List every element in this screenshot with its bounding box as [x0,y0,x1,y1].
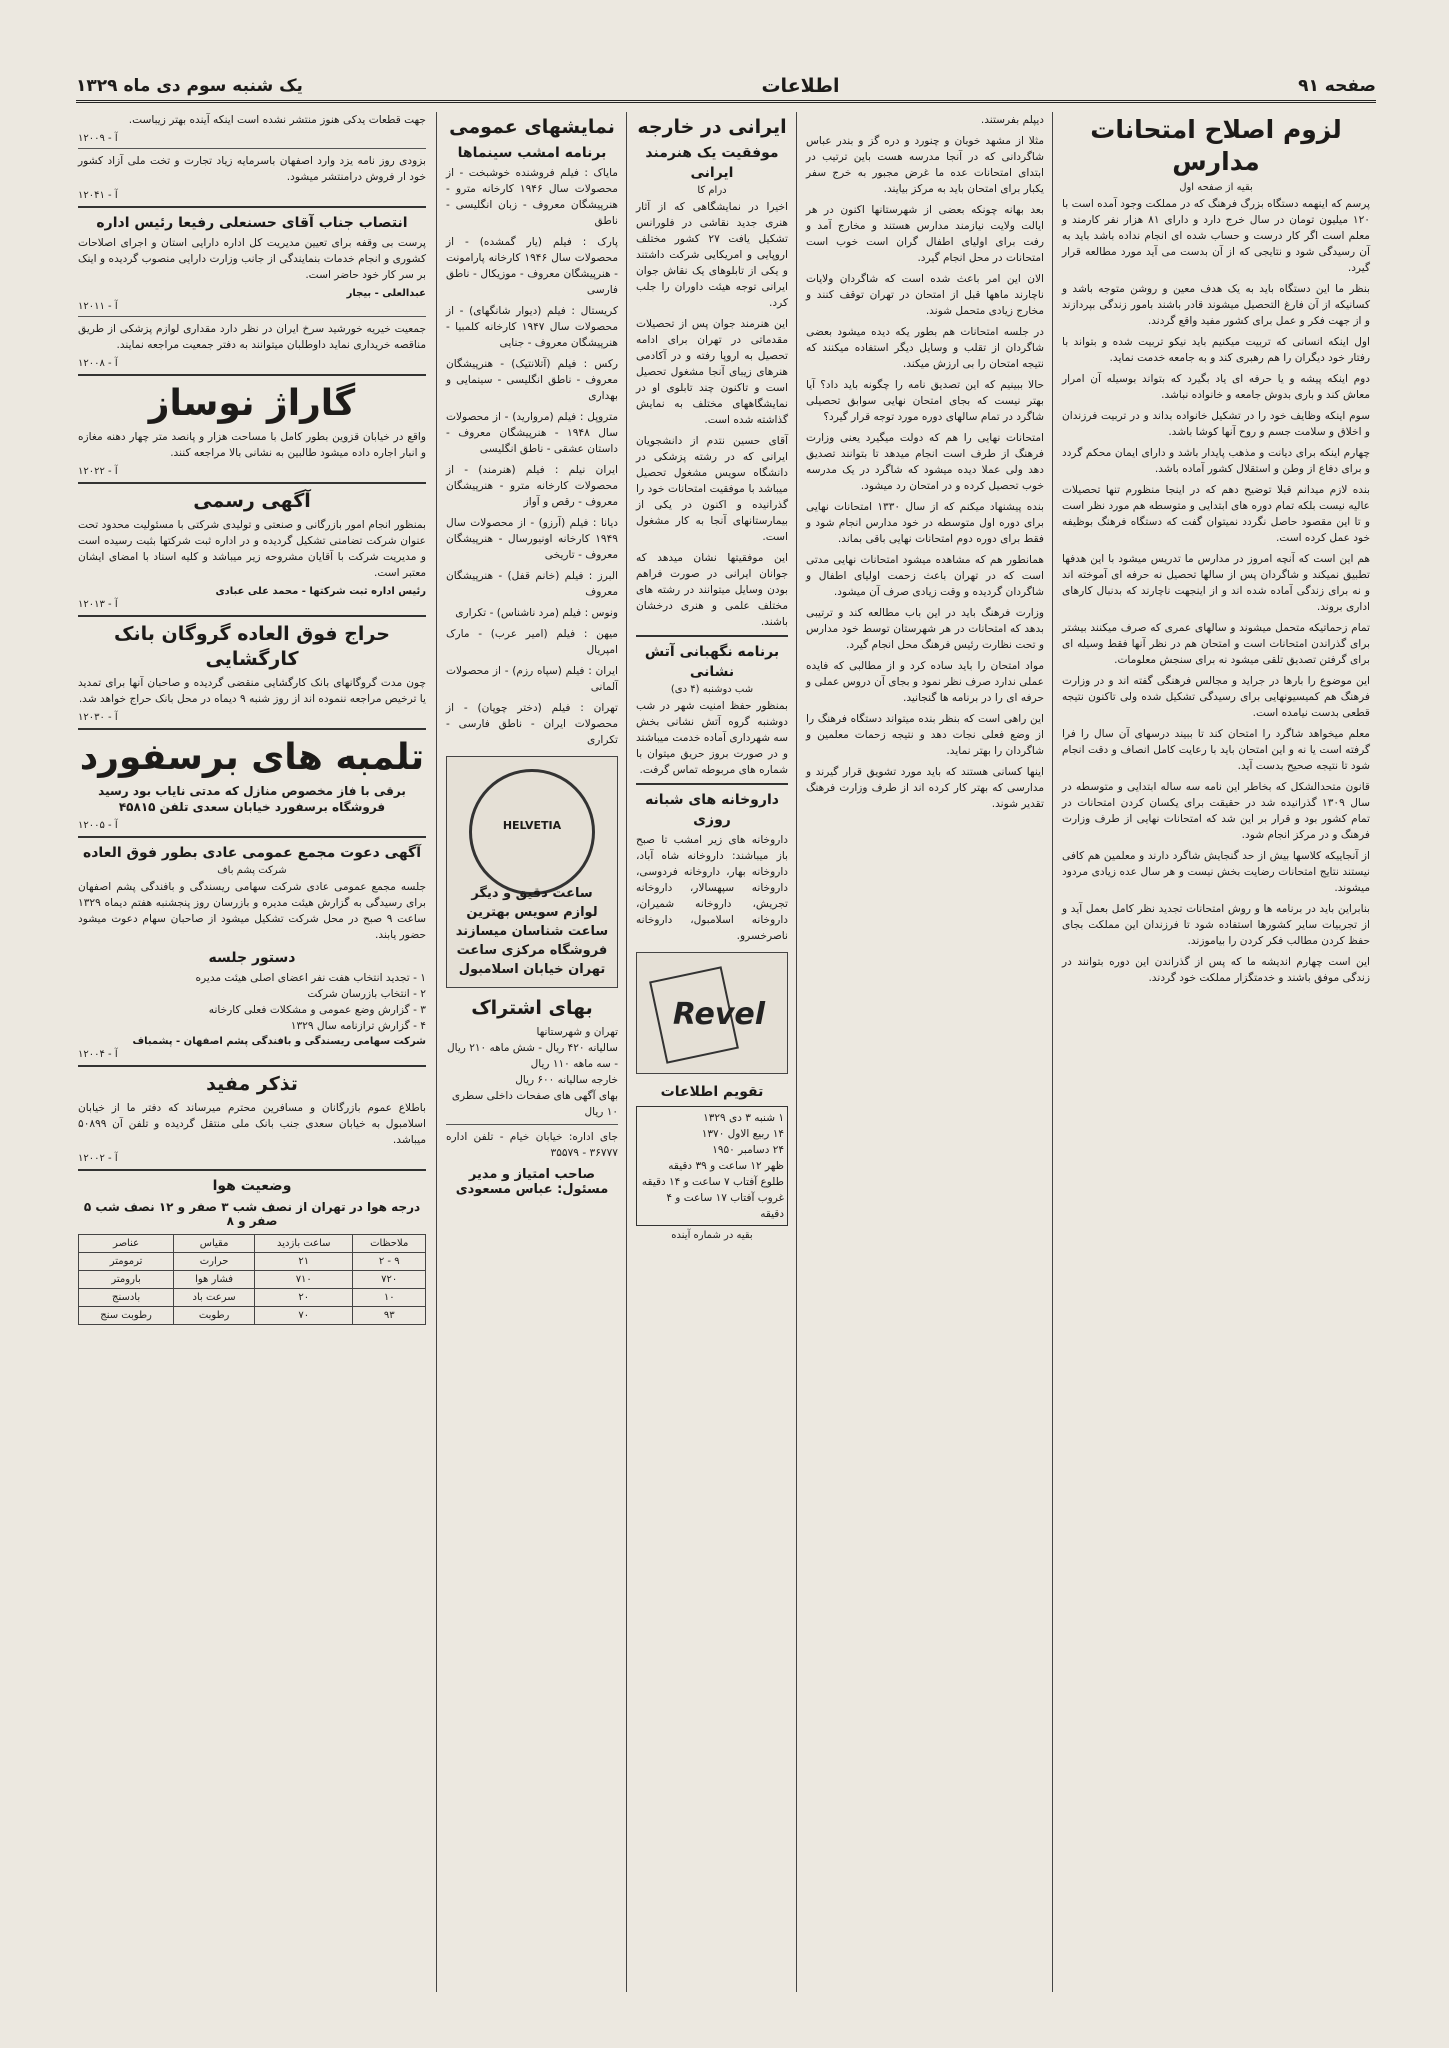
column-education-continued [800,112,1050,1992]
paragraph: وزارت فرهنگ باید در این باب مطالعه کند و ترتیبی بدهد که امتحانات در هر شهرستان توسط خود مدارس و تحت نظارت رئیس فرهنگ محل انجام گیرد. [806,607,1044,651]
firefighter-sub: شب دوشنبه (۴ دی) [670,684,754,695]
issue-date: یک شنبه سوم دی ماه ۱۳۲۹ [76,76,303,96]
paragraph: این موضوع را بارها در جراید و مجالس فرهنگی گفته اند و در وزارت فرهنگ هم کمیسیونهایی برای رسیدگی تشکیل شده ولی تاکنون نتیجه قطعی بدست نیامده است. [1062,675,1370,719]
paragraph: دیپلم بفرستند. [980,114,1044,126]
pharmacy-text: داروخانه های زیر امشب تا صبح باز میباشند: داروخانه شاه آباد، داروخانه بهار، داروخانه فردوسی، داروخانه سپهسالار، داروخانه تجریش، داروخانه شمیران، داروخانه اسلامبول، داروخانه ناصرخسرو. [636,834,788,942]
reminder-text: باطلاع عموم بازرگانان و مسافرین محترم میرساند که دفتر ما از خیابان اسلامبول به خیابان سعدی جنب بانک ملی منتقل گردیده و تلفن آن ۵۰۸۹۹ میباشد. [78,1102,426,1146]
cinema-item: ایران نیلم : فیلم (هنرمند) - از محصولات کارخانه مترو - هنرپیشگان معروف - رقص و آواز [446,464,618,508]
paragraph: قانون متحدالشکل که بخاطر این نامه سه ساله ابتدایی و متوسطه در سال ۱۳۰۹ گذرانیده شد در حقیقت برای یکسان کردن امتحانات در تمام کشور بود و قرار بر این شد که امتحانات نهایی از طرف وزارت فرهنگ و در مرکز انجام شود. [1062,781,1370,841]
table-cell: ۱۰ [353,1289,426,1307]
section-divider [78,374,426,376]
paragraph: این راهی است که بنظر بنده میتواند دستگاه فرهنگ را از وضع فعلی نجات دهد و نتیجه زحمات معلمین و شاگردان را بهتر نماید. [806,713,1044,757]
table-cell: ۷۱۰ [255,1271,353,1289]
table-header: ساعت بازدید [255,1235,353,1253]
table-cell: ۷۰ [255,1307,353,1325]
watch-advertisement [446,756,618,988]
newspaper-name: اطلاعات [761,75,840,97]
subscription-line: بهای آگهی های صفحات داخلی سطری ۱۰ ریال [451,1090,618,1118]
column-divider [626,112,627,1992]
notice-title: انتصاب جناب آقای حسنعلی رفیعا رئیس اداره [96,215,408,231]
cinema-item: البرز : فیلم (خانم قفل) - هنرپیشگان معروف [446,570,618,598]
weather-line: درجه هوا در تهران از نصف شب ۳ صفر و ۱۲ نصف شب ۵ صفر و ۸ [83,1200,421,1228]
calendar-line: ۲۴ دسامبر ۱۹۵۰ [712,1144,784,1156]
cinema-item: رکس : فیلم (آتلانتیک) - هنرپیشگان معروف - ناطق انگلیسی - سینمایی و بهداری [446,358,618,402]
article-subtitle: موفقیت یک هنرمند ایرانی [645,145,779,181]
table-cell: فشار هوا [174,1271,255,1289]
agenda-item: ۴ - گزارش ترازنامه سال ۱۳۲۹ [290,1020,426,1032]
garage-ad-text: واقع در خیابان قزوین بطور کامل با مساحت هزار و پانصد متر چهار دهنه مغازه و انبار اجاره داده میشود طالبین به نشانی بالا مراجعه کنند. [78,431,426,459]
paragraph: بعد بهانه چونکه بعضی از شهرستانها اکنون در هر ایالت ولایت نیازمند مدارس هستند و مخارج آمد و رفت برای اولیای اطفال گران است خوب است امتحانات در محل انجام گیرد. [806,204,1044,264]
table-cell: ۷۲۰ [353,1271,426,1289]
paragraph: این است چهارم اندیشه ما که پس از گذراندن این دوره بتوانند در زندگی موفق باشند و خدمتگزار مملکت خود گردند. [1062,956,1370,984]
table-cell: رطوبت سنج [79,1307,174,1325]
notice-sign: عبدالعلی - بیجار [346,288,426,299]
column-divider [796,112,797,1992]
paragraph: حالا ببینیم که این تصدیق نامه را چگونه باید داد؟ آیا بهتر نیست که بجای امتحان نهایی سوابق تحصیلی شاگرد در تمام سالهای دوره مورد توجه قرار گیرد؟ [806,379,1044,423]
official-notice-title: آگهی رسمی [193,490,311,512]
table-cell: ۹ - ۲ [353,1253,426,1271]
paragraph: الان این امر باعث شده است که شاگردان ولایات ناچارند ماهها قبل از امتحان در تهران توقف کنند و مخارج زیادی متحمل شوند. [806,273,1044,317]
table-row [79,1289,426,1307]
ad-line: بزودی روز نامه یزد وارد اصفهان باسرمایه زیاد تجارت و تخت ملی آزاد کشور خود ار فروش درامنتشر میشود. [78,155,426,183]
paragraph: این موفقیتها نشان میدهد که جوانان ایرانی در صورت فراهم بودن وسایل میتوانند در رشته های مختلف علمی و هنری درخشان باشند. [636,552,788,628]
paragraph: سوم اینکه وظایف خود را در تشکیل خانواده بداند و در تربیت فرزندان و اخلاق و سلامت جسم و روح آنها کوشا باشد. [1062,410,1370,438]
ad-code: آ - ۱۲۰۲۲ [78,466,118,477]
weather-table [78,1234,426,1325]
paragraph: مثلا از مشهد خوبان و چنورد و دره گز و بندر عباس شاگردانی که در آنجا مدرسه هست باین ترتیب در ابتدای امتحانات عده ما غرض مجبور به خرج سفر یکبار برای امتحان باید به مرکز بیایند. [806,135,1044,195]
section-divider [78,836,426,838]
paragraph: بنده پیشنهاد میکنم که از سال ۱۳۳۰ امتحانات نهایی برای دوره اول متوسطه در خود مدارس انجام شود و فقط برای دوره دوم امتحانات نهایی باقی بماند. [806,501,1044,545]
paragraph: مواد امتحان را باید ساده کرد و از مطالبی که فایده عملی ندارد صرف نظر نمود و بجای آن دروس عملی و حرفه ای را در برنامه ها گنجانید. [806,660,1044,704]
ad-code: آ - ۱۲۰۱۳ [78,599,118,610]
cinema-item: دیانا : فیلم (آرزو) - از محصولات سال ۱۹۴۹ کارخانه اونیورسال - هنرپیشگان معروف - تاریخی [446,517,618,561]
paragraph: بنظر ما این دستگاه باید به یک هدف معین و روشن متوجه باشد و کسانیکه از آن فارغ التحصیل میشوند قادر باشند بامور زندگی بپردازند و از جهت فکر و عمل برای کشور مفید واقع گردند. [1062,283,1370,327]
paragraph: بنابراین باید در برنامه ها و روش امتحانات تجدید نظر کامل بعمل آید و از تجربیات سایر کشورها استفاده شود تا فرزندان این مملکت بجای حفظ کردن مطالب فکر کردن را بیاموزند. [1062,903,1370,947]
section-subtitle: برنامه امشب سینماها [457,145,607,161]
table-row [79,1307,426,1325]
section-title: نمایشهای عمومی [449,116,615,138]
table-row [79,1235,426,1253]
table-row [79,1253,426,1271]
column-education [1056,112,1376,1992]
pumps-ad-text: برقی با فاز مخصوص منازل که مدتی نایاب بود رسید فروشگاه برسفورد خیابان سعدی تلفن ۴۵۸۱۵ [98,784,406,814]
ad-code: آ - ۱۲۰۰۹ [78,133,118,144]
ad-code: آ - ۱۲۰۴۱ [78,190,118,201]
publisher-signature: صاحب امتیاز و مدیر مسئول: عباس مسعودی [455,1167,609,1197]
auction-title: حراج فوق العاده گروگان بانک کارگشایی [114,623,390,670]
agenda-item: ۲ - انتخاب بازرسان شرکت [307,988,426,1000]
meeting-title: آگهی دعوت مجمع عمومی عادی بطور فوق العاده [82,845,422,861]
calendar-line: ظهر ۱۲ ساعت و ۳۹ دقیقه [668,1160,784,1172]
section-divider [78,1065,426,1067]
ad-code: آ - ۱۲۰۱۱ [78,301,118,312]
ad-code: آ - ۱۲۰۳۰ [78,712,118,723]
paragraph: چهارم اینکه برای دیانت و مذهب پایدار باشد و دارای ایمان محکم گردد و برای دفاع از وطن و استقلال کشور آماده باشد. [1062,447,1370,475]
paragraph: امتحانات نهایی را هم که دولت میگیرد یعنی وزارت فرهنگ از طرف است انجام میدهد تا بتوانند تصدیق دهد ولی عملا دیده میشود که شاگرد در یک مدرسه خوب تحصیل کرده و در امتحان رد میشود. [806,432,1044,492]
reminder-title: تذکر مفید [206,1073,298,1095]
weather-title: وضعیت هوا [212,1178,292,1194]
section-divider [636,635,788,637]
section-divider [446,1124,618,1125]
meeting-sign: شرکت سهامی ریسندگی و بافندگی پشم اصفهان - پشمباف [132,1036,426,1047]
cinema-item: تهران : فیلم (دختر چوپان) - از محصولات ایران - ناطق فارسی - تکراری [446,702,618,746]
meeting-subtitle: شرکت پشم باف [217,865,287,876]
table-row [79,1271,426,1289]
auction-text: چون مدت گروگانهای بانک کارگشایی منقضی گردیده و صاحبان آنها برای تمدید یا ترخیص مراجعه ننموده اند از روز شنبه ۹ دیماه در محل بانک حراج خواهد شد. [78,677,426,705]
cinema-item: مایاک : فیلم فروشنده خوشبخت - از محصولات سال ۱۹۴۶ کارخانه مترو - هنرپیشگان معروف - زبان انگلیسی - ناطق [446,167,618,227]
watch-brand: HELVETIA [502,819,562,832]
table-header: مقیاس [174,1235,255,1253]
column-cinemas [440,112,624,1992]
section-divider [636,783,788,785]
paragraph: از آنجاییکه کلاسها بیش از حد گنجایش شاگرد دارند و معلمین هم کافی نیستند نتایج امتحانات رضایت بخش نیست و هر سال عده زیادی مردود میشوند. [1062,850,1370,894]
paragraph: اینها کسانی هستند که باید مورد تشویق قرار گیرند و مدارسی که بهتر کار کرده اند از طرف وزارت فرهنگ تقدیر شوند. [806,766,1044,810]
calendar-line: غروب آفتاب ۱۷ ساعت و ۴ دقیقه [666,1192,784,1220]
calendar-line: ۱ شنبه ۳ دی ۱۳۲۹ [703,1112,784,1124]
agenda-title: دستور جلسه [208,950,296,966]
cinema-item: ونوس : فیلم (مرد ناشناس) - تکراری [455,607,618,619]
garage-ad-title: گاراژ نوساز [148,383,356,424]
article-subtitle-2: درام کا [697,185,727,196]
table-cell: بارومتر [79,1271,174,1289]
section-divider [78,728,426,730]
paragraph: معلم میخواهد شاگرد را امتحان کند تا ببیند درسهای آن سال را فرا گرفته است یا نه و این امتحان باید با رعایت کامل انصاف و دقت انجام شود تا نتیجه صحیح بدست آید. [1062,728,1370,772]
cinema-item: متروپل : فیلم (مروارید) - از محصولات سال ۱۹۴۸ - هنرپیشگان معروف - داستان عشقی - ناطق انگلیسی [446,411,618,455]
table-cell: رطوبت [174,1307,255,1325]
section-divider [78,1169,426,1171]
cinema-item: پارک : فیلم (یار گمشده) - از محصولات سال ۱۹۴۶ کارخانه پارامونت - هنرپیشگان معروف - موزیکال - ناطق فارسی [446,236,618,296]
subscription-line: سالیانه ۴۲۰ ریال - شش ماهه ۲۱۰ ریال - سه ماهه ۱۱۰ ریال [447,1042,618,1070]
paragraph: هم این است که آنچه امروز در مدارس ما تدریس میشود با این هدفها تطبیق نمیکند و شاگردان پس از سالها تحصیل نه حرفه ای آموخته اند و نه برای زندگی آماده شده اند و از اینجهت ناچارند که بدنبال کارهای اداری بروند. [1062,553,1370,613]
subscription-title: بهای اشتراک [471,997,593,1019]
paragraph: دوم اینکه پیشه و یا حرفه ای یاد بگیرد که بتواند بوسیله آن امرار معاش کند و باری بدوش جامعه و خانواده نباشد. [1062,373,1370,401]
pumps-ad-title: تلمبه های برسفورد [79,737,425,778]
paragraph: اخیرا در نمایشگاهی که از آثار هنری جدید نقاشی در فلورانس تشکیل یافت ۲۷ کشور مختلف اروپایی و امریکایی شرکت داشتند و یکی از تابلوهای یک نقاش جوان ایرانی توجه هیئت داوران را جلب کرد. [636,201,788,309]
watch-graphic [469,769,595,895]
table-cell: ۲۱ [255,1253,353,1271]
revel-logo: Revel [672,997,765,1032]
paragraph: پرسم که اینهمه دستگاه بزرگ فرهنگ که در مملکت وجود آمده است با ۱۲۰ میلیون تومان در سال خرج دارد و دارای ۸۱ هزار نفر کارمند و معلم است اگر کار درست و حساب شده ای انجام نداده باشد باید به آن رسیدگی شود و نتایجی که از آن بدست می آید مورد مطالعه قرار گیرد. [1062,198,1370,274]
paragraph: تمام زحماتیکه متحمل میشوند و سالهای عمری که صرف میکنند بیشتر برای گذراندن امتحانات است و امتحان هم در نظر آنها فقط وسیله ای برای گرفتن تصدیق تلقی میشود نه برای سنجش معلومات. [1062,622,1370,666]
agenda-item: ۱ - تجدید انتخاب هفت نفر اعضای اصلی هیئت مدیره [195,972,426,984]
paragraph: در جلسه امتحانات هم بطور یکه دیده میشود بعضی شاگردان از تقلب و وسایل دیگر استفاده میکنند که نتیجه امتحان را بی ارزش میکند. [806,326,1044,370]
firefighter-title: برنامه نگهبانی آتش نشانی [644,644,780,680]
revel-advertisement [636,952,788,1074]
ad-code: آ - ۱۲۰۰۸ [78,358,118,369]
table-cell: سرعت باد [174,1289,255,1307]
notice-2-text: جمعیت خیریه خورشید سرخ ایران در نظر دارد مقداری لوازم پزشکی از طریق مناقصه خریداری نماید داوطلبان میتوانند به دفتر جمعیت مراجعه نمایند. [78,323,426,351]
paragraph: بنده لازم میدانم قبلا توضیح دهم که در اینجا منظورم تنها تحصیلات عالیه نیست بلکه تمام دوره های ابتدایی و متوسطه هم مورد نظر است و تا این مقصود حاصل نگردد نمیتوان گفت که دستگاه فرهنگ بوظیفه خود عمل کرده است. [1062,484,1370,544]
pharmacy-title: داروخانه های شبانه روزی [645,792,779,828]
paragraph: این هنرمند جوان پس از تحصیلات مقدماتی در تهران برای ادامه تحصیل به اروپا رفته و در آکادمی هنرهای زیبای آنجا مشغول تحصیل است و تاکنون چند تابلوی او در نمایشگاههای مختلف به نمایش گذاشته شده است. [636,318,788,426]
section-divider [78,316,426,317]
subscription-box [446,1024,618,1120]
column-advertisements [72,112,432,1992]
continued-note: بقیه در شماره آینده [671,1230,753,1241]
table-cell: حرارت [174,1253,255,1271]
calendar-box [636,1106,788,1226]
cinema-item: کریستال : فیلم (دیوار شانگهای) - از محصولات سال ۱۹۴۷ کارخانه کلمبیا - هنرپیشگان معروف - جنایی [446,305,619,349]
cinema-item: میهن : فیلم (امیر عرب) - مارک امپریال [446,628,618,656]
office-address: جای اداره: خیابان خیام - تلفن اداره ۳۶۷۷۷ - ۳۵۵۷۹ [446,1131,618,1159]
meeting-text: جلسه مجمع عمومی عادی شرکت سهامی ریسندگی و بافندگی پشم اصفهان برای رسیدگی به گزارش هیئت مدیره و بازرسان روز پنجشنبه هفتم دیماه ۱۳۲۹ ساعت ۹ صبح در محل شرکت تشکیل میشود از صاحبان سهام دعوت میشود حضور یابند. [78,881,426,941]
column-divider [436,112,437,1992]
table-cell: ۹۳ [353,1307,426,1325]
paragraph: همانطور هم که مشاهده میشود امتحانات نهایی مدتی است که در تهران باعث زحمت اولیای اطفال و شاگردان گردیده و وقت زیادی صرف آن میشود. [806,554,1044,598]
section-divider [78,148,426,149]
agenda-item: ۳ - گزارش وضع عمومی و مشکلات فعلی کارخانه [208,1004,426,1016]
firefighter-text: بمنظور حفظ امنیت شهر در شب دوشنبه گروه آتش نشانی بخش سه شهرداری آماده خدمت میباشند و در صورت بروز حریق میتوان با شماره های مربوطه تماس گرفت. [636,700,788,776]
article-title: لزوم اصلاح امتحانات مدارس [1090,115,1342,176]
ad-code: آ - ۱۲۰۰۲ [78,1153,118,1164]
watch-ad-text: ساعت دقیق و دیگر لوازم سویس بهترین ساعت شناسان میسازند فروشگاه مرکزی ساعت تهران خیابان اسلامبول [455,886,609,977]
column-iranians-abroad [630,112,794,1992]
table-cell: ترمومتر [79,1253,174,1271]
section-divider [78,615,426,617]
table-cell: بادسنج [79,1289,174,1307]
paragraph: آقای حسین نتدم از دانشجویان ایرانی که در رشته پزشکی در دانشگاه سویس مشغول تحصیل میباشد با موفقیت امتحانات خود را گذرانیده و اکنون در یکی از بیمارستانهای آنجا به کار مشغول است. [636,435,788,543]
table-cell: ۲۰ [255,1289,353,1307]
cinema-item: ایران : فیلم (سپاه رزم) - از محصولات آلمانی [446,665,618,693]
official-notice-text: بمنظور انجام امور بازرگانی و صنعتی و تولیدی شرکتی با مسئولیت محدود تحت عنوان شرکت تضامنی تشکیل گردیده و در اداره ثبت شرکتها بثبت رسیده است و مدیریت شرکت با آقایان مشروحه زیر میباشد و کلیه اسناد با امضای ایشان معتبر است. [78,519,426,579]
masthead [76,72,1376,103]
ad-line: جهت قطعات یدکی هنوز منتشر نشده است اینکه آینده بهتر زیباست. [128,114,426,126]
table-header: عناصر [79,1235,174,1253]
calendar-line: طلوع آفتاب ۷ ساعت و ۱۴ دقیقه [641,1176,784,1188]
section-divider [78,206,426,208]
page-number: صفحه ۹۱ [1298,76,1376,96]
table-header: ملاحظات [353,1235,426,1253]
ad-code: آ - ۱۲۰۰۵ [78,820,118,831]
section-divider [78,482,426,484]
article-byline: بقیه از صفحه اول [1179,182,1253,193]
article-title: ایرانی در خارجه [637,116,787,138]
ad-code: آ - ۱۲۰۰۴ [78,1049,118,1060]
notice-text: پرست بی وقفه برای تعیین مدیریت کل اداره دارایی استان و اجرای اصلاحات کشوری و انجام خدمات بنمایندگی از جانب وزارت دارایی منصوب گردیده و اینک بر سر کار خود حاضر است. [78,237,426,281]
paragraph: اول اینکه انسانی که تربیت میکنیم باید نیکو تربیت شده و بتواند با رفتار خود دیگران را هم رهبری کند و به جامعه خدمت نماید. [1062,336,1370,364]
subscription-line: تهران و شهرستانها [536,1026,618,1038]
subscription-line: خارجه سالیانه ۶۰۰ ریال [515,1074,618,1086]
calendar-line: ۱۴ ربیع الاول ۱۳۷۰ [701,1128,784,1140]
column-divider [1052,112,1053,1992]
calendar-title: تقویم اطلاعات [660,1084,764,1100]
official-notice-sign: رئیس اداره ثبت شرکتها - محمد علی عبادی [215,586,426,597]
